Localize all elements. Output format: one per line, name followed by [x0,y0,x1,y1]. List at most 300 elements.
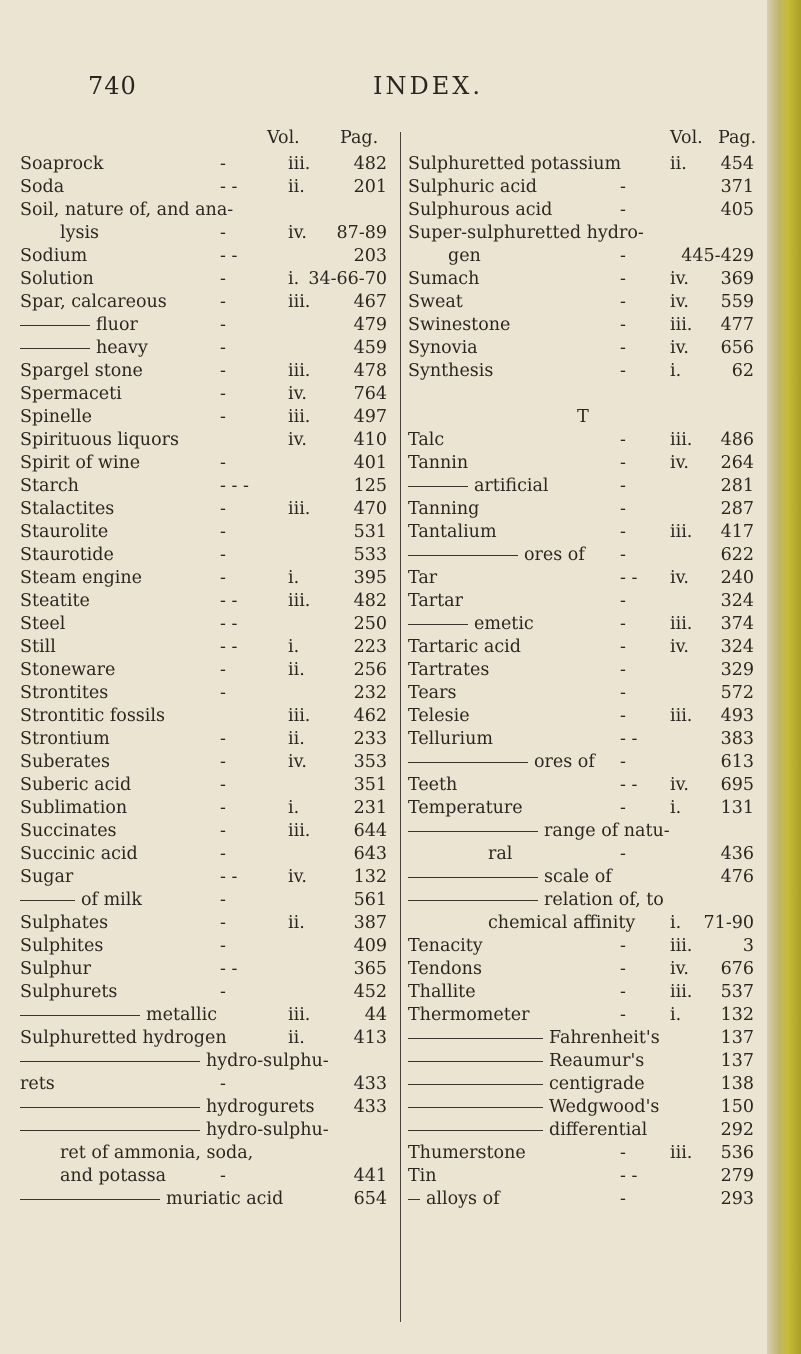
index-entry [20,222,395,245]
page-ref: 293 [720,1189,754,1209]
leader-dash: - [620,798,626,818]
entry-term: Sugar [20,867,74,887]
index-entry [20,245,395,268]
page-ref: 369 [720,269,754,289]
entry-term: Steam engine [20,568,143,588]
entry-term: and potassa [60,1166,167,1186]
entry-term: ores of [408,545,585,565]
page-ref: 561 [353,890,387,910]
entry-term: hydro-sulphu- [20,1120,329,1140]
index-entry [20,1165,395,1188]
index-entry [20,958,395,981]
volume-number: iii. [288,407,311,427]
index-entry [20,1188,395,1211]
volume-number: iv. [670,453,689,473]
index-entry [20,153,395,176]
leader-dash: - [220,545,226,565]
entry-term: Spar, calcareous [20,292,167,312]
entry-term: Staurotide [20,545,114,565]
page-ref: 292 [720,1120,754,1140]
entry-term: metallic [20,1005,217,1025]
entry-dash-rule [20,1061,200,1062]
page-ref: 256 [353,660,387,680]
entry-term: Sodium [20,246,88,266]
volume-number: iv. [670,637,689,657]
leader-dash: - [220,752,226,772]
index-entry [408,567,758,590]
index-entry [20,774,395,797]
volume-number: iv. [670,269,689,289]
volume-number: iv. [288,430,307,450]
index-entry [20,866,395,889]
index-entry [408,245,758,268]
index-entry [20,613,395,636]
page-ref: 764 [353,384,387,404]
leader-dash: - [620,315,626,335]
page-ref: 493 [720,706,754,726]
entry-term: Tendons [408,959,482,979]
page-ref: 559 [720,292,754,312]
index-entry [20,1027,395,1050]
entry-term: Strontites [20,683,109,703]
page-ref: 324 [720,591,754,611]
page-ref: 410 [353,430,387,450]
leader-dash: - [220,292,226,312]
page-ref: 533 [353,545,387,565]
leader-dash: - [220,729,226,749]
entry-term: Soil, nature of, and ana- [20,200,234,220]
entry-term: Tartaric acid [408,637,521,657]
volume-number: i. [670,913,682,933]
entry-term: Stalactites [20,499,115,519]
entry-term: Sulphites [20,936,104,956]
leader-dash: - [620,936,626,956]
volume-number: i. [670,361,682,381]
index-entry [408,682,758,705]
running-title: INDEX. [373,72,483,100]
volume-number: iii. [288,361,311,381]
leader-dash: - [220,568,226,588]
index-entry [408,475,758,498]
entry-term: Steatite [20,591,90,611]
leader-dash: - [220,154,226,174]
entry-dash-rule [20,1107,200,1108]
leader-dash: - [620,269,626,289]
page-edge [767,0,801,1354]
entry-dash-rule [408,1130,543,1131]
leader-dash: - [620,1189,626,1209]
entry-term: Tellurium [408,729,493,749]
entry-term: Sulphuretted potassium [408,154,622,174]
page-ref: 454 [720,154,754,174]
volume-number: iii. [670,706,693,726]
page-ref: 87-89 [336,223,387,243]
index-entry [408,636,758,659]
index-entry [408,291,758,314]
index-entry [20,1050,395,1073]
volume-number: iii. [288,292,311,312]
leader-dash: - [220,982,226,1002]
entry-term: Tanning [408,499,480,519]
index-entry [20,1142,395,1165]
volume-number: iii. [670,1143,693,1163]
entry-term: Soda [20,177,65,197]
index-column-left [20,128,395,1211]
entry-term: Sulphates [20,913,109,933]
index-entry [20,567,395,590]
leader-dash: - [620,1143,626,1163]
leader-dash: - - [220,614,238,634]
leader-dash: - [220,384,226,404]
entry-dash-rule [20,325,90,326]
page-ref: 477 [720,315,754,335]
index-entries [20,153,395,1211]
page-ref: 462 [353,706,387,726]
entry-term: Steel [20,614,66,634]
vol-header: Vol. [267,128,300,148]
volume-number: iv. [288,752,307,772]
index-entry [20,1119,395,1142]
entry-term: Sulphur [20,959,91,979]
entry-term: Suberic acid [20,775,132,795]
index-entry [20,429,395,452]
leader-dash: - [220,890,226,910]
leader-dash: - [220,269,226,289]
entry-term: centigrade [408,1074,645,1094]
leader-dash: - [220,453,226,473]
index-entry [20,728,395,751]
index-entry [20,935,395,958]
leader-dash: - [220,1074,226,1094]
entry-term: Tin [408,1166,437,1186]
index-entry [20,544,395,567]
entry-term: emetic [408,614,534,634]
index-entry [408,935,758,958]
entry-term: chemical affinity [488,913,636,933]
index-entry [408,337,758,360]
entry-term: Still [20,637,56,657]
leader-dash: - [620,1005,626,1025]
entry-term: Super-sulphuretted hydro- [408,223,644,243]
leader-dash: - - [220,867,238,887]
entry-term: Tartar [408,591,463,611]
page-ref: 365 [353,959,387,979]
entry-term: artificial [408,476,549,496]
index-entry [20,291,395,314]
leader-dash: - - - [220,476,249,496]
volume-number: iii. [670,614,693,634]
page-ref: 622 [720,545,754,565]
page-ref: 654 [353,1189,387,1209]
entry-term: Sulphuretted hydrogen [20,1028,227,1048]
entry-dash-rule [20,1015,140,1016]
index-entry [20,199,395,222]
volume-number: iv. [288,384,307,404]
index-entry [408,1050,758,1073]
index-entry [408,498,758,521]
entry-dash-rule [408,486,468,487]
page-ref: 71-90 [703,913,754,933]
page-ref: 240 [720,568,754,588]
index-entry [20,360,395,383]
entry-dash-rule [408,762,528,763]
leader-dash: - [620,959,626,979]
page-ref: 203 [353,246,387,266]
index-entry [20,843,395,866]
index-entry [408,613,758,636]
volume-number: ii. [288,729,305,749]
page-ref: 644 [353,821,387,841]
page-ref: 353 [353,752,387,772]
leader-dash: - [620,338,626,358]
index-entry [20,337,395,360]
volume-number: iv. [670,292,689,312]
entry-term: range of natu- [408,821,670,841]
vol-header: Vol. [670,128,703,148]
entry-dash-rule [408,1038,543,1039]
page-ref: 329 [720,660,754,680]
entry-term: muriatic acid [20,1189,283,1209]
leader-dash: - [220,798,226,818]
entry-term: Thumerstone [408,1143,526,1163]
page-ref: 433 [353,1074,387,1094]
leader-dash: - [620,476,626,496]
page-ref: 287 [720,499,754,519]
entry-term: Tenacity [408,936,483,956]
leader-dash: - [220,522,226,542]
volume-number: i. [288,568,300,588]
page-ref: 467 [353,292,387,312]
index-entry [408,866,758,889]
entry-term: ores of [408,752,595,772]
page-ref: 409 [353,936,387,956]
index-entry [408,429,758,452]
entry-dash-rule [408,831,538,832]
index-entry [20,475,395,498]
leader-dash: - [220,1166,226,1186]
entry-term: differential [408,1120,647,1140]
entry-term: Spirit of wine [20,453,141,473]
entry-dash-rule [408,624,468,625]
index-entry [20,521,395,544]
index-entry [408,889,758,912]
page-number: 740 [88,72,137,100]
index-entry [408,360,758,383]
entry-dash-rule [20,900,75,901]
index-entry [20,659,395,682]
page-ref: 613 [720,752,754,772]
volume-number: iii. [288,499,311,519]
entry-term: Synthesis [408,361,494,381]
entry-term: ret of ammonia, soda, [60,1143,254,1163]
entry-term: Succinic acid [20,844,138,864]
entry-dash-rule [408,900,538,901]
entry-term: Wedgwood's [408,1097,659,1117]
entry-term: Solution [20,269,94,289]
page-ref: 417 [720,522,754,542]
index-entry [408,797,758,820]
page-ref: 233 [353,729,387,749]
leader-dash: - [220,315,226,335]
volume-number: iii. [288,1005,311,1025]
page-ref: 405 [720,200,754,220]
page-ref: 383 [720,729,754,749]
page-ref: 231 [353,798,387,818]
leader-dash: - [620,522,626,542]
volume-number: i. [288,637,300,657]
index-entry [20,682,395,705]
index-entry [408,1188,758,1211]
volume-number: iii. [670,982,693,1002]
volume-number: iv. [288,867,307,887]
index-entry [408,820,758,843]
page-ref: 695 [720,775,754,795]
page-ref: 132 [353,867,387,887]
volume-number: ii. [288,177,305,197]
page-ref: 371 [720,177,754,197]
leader-dash: - [620,292,626,312]
page-ref: 201 [353,177,387,197]
page-ref: 131 [720,798,754,818]
index-entry [20,498,395,521]
leader-dash: - - [620,568,638,588]
page-ref: 137 [720,1051,754,1071]
volume-number: i. [670,1005,682,1025]
index-entry [20,1004,395,1027]
index-entry [408,1119,758,1142]
entry-term: Strontium [20,729,110,749]
entry-dash-rule [408,1061,543,1062]
volume-number: iv. [670,775,689,795]
leader-dash: - [220,223,226,243]
entry-term: Tears [408,683,457,703]
index-entry [408,521,758,544]
page-ref: 479 [353,315,387,335]
page-ref: 482 [353,154,387,174]
index-entry [408,774,758,797]
entry-term: fluor [20,315,138,335]
index-entry [408,659,758,682]
page-ref: 223 [353,637,387,657]
page-ref: 470 [353,499,387,519]
index-entry [408,981,758,1004]
entry-term: gen [448,246,481,266]
leader-dash: - [220,913,226,933]
leader-dash: - - [220,177,238,197]
index-entry [408,199,758,222]
page-ref: 536 [720,1143,754,1163]
index-entry [408,544,758,567]
leader-dash: - - [220,959,238,979]
entry-term: Tantalium [408,522,497,542]
index-entry [20,912,395,935]
index-entry [408,728,758,751]
volume-number: iii. [288,591,311,611]
entry-term: Fahrenheit's [408,1028,660,1048]
page-ref: 279 [720,1166,754,1186]
index-entry [408,705,758,728]
entry-term: Reaumur's [408,1051,644,1071]
index-entry [20,705,395,728]
index-entry [408,268,758,291]
page-ref: 3 [742,936,754,956]
entry-term: Swinestone [408,315,511,335]
entry-dash-rule [20,1199,160,1200]
entry-term: rets [20,1074,55,1094]
leader-dash: - [620,177,626,197]
page-ref: 445-429 [681,246,754,266]
volume-number: iv. [670,568,689,588]
leader-dash: - [620,752,626,772]
entry-term: Soaprock [20,154,104,174]
index-entry [408,452,758,475]
page-ref: 387 [353,913,387,933]
index-entry [408,176,758,199]
leader-dash: - [620,361,626,381]
index-entry [408,153,758,176]
entry-term: hydrogurets [20,1097,314,1117]
column-divider [400,132,401,1322]
leader-dash: - [220,936,226,956]
page-ref: 44 [364,1005,387,1025]
entry-term: Sulphurous acid [408,200,553,220]
page-ref: 459 [353,338,387,358]
leader-dash: - [220,775,226,795]
entry-dash-rule [408,1199,420,1200]
entry-term: Spargel stone [20,361,143,381]
entry-term: Stoneware [20,660,116,680]
leader-dash: - [620,614,626,634]
leader-dash: - - [220,246,238,266]
index-entry [20,176,395,199]
index-entry [20,797,395,820]
entry-term: Synovia [408,338,478,358]
page-ref: 401 [353,453,387,473]
index-entry [20,636,395,659]
page-ref: 395 [353,568,387,588]
leader-dash: - [620,453,626,473]
page-ref: 436 [720,844,754,864]
entry-term: relation of, to [408,890,664,910]
leader-dash: - [620,591,626,611]
leader-dash: - [620,499,626,519]
entry-term: Tannin [408,453,469,473]
index-column-right [408,128,758,1211]
index-entry [20,452,395,475]
page-ref: 482 [353,591,387,611]
page-ref: 125 [353,476,387,496]
pag-header: Pag. [718,128,757,148]
index-entry [20,314,395,337]
leader-dash: - [220,499,226,519]
entry-term: Thermometer [408,1005,530,1025]
page-ref: 281 [720,476,754,496]
page-ref: 324 [720,637,754,657]
leader-dash: - [620,706,626,726]
leader-dash: - [620,637,626,657]
page-ref: 486 [720,430,754,450]
entry-term: Sumach [408,269,480,289]
column-header [408,128,758,153]
leader-dash: - [620,545,626,565]
column-header [20,128,395,153]
index-entry [20,1073,395,1096]
page-ref: 232 [353,683,387,703]
page-ref: 374 [720,614,754,634]
entry-term: Spermaceti [20,384,122,404]
leader-dash: - [620,200,626,220]
volume-number: ii. [670,154,687,174]
